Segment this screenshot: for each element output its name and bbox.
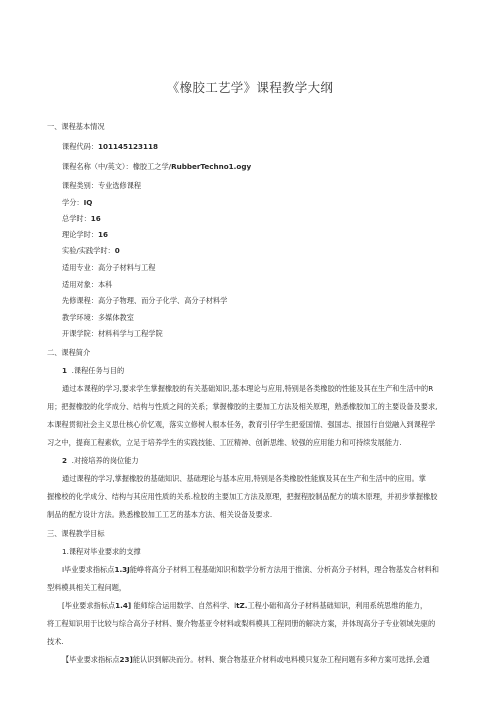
subheading-task <box>62 366 124 376</box>
para2-line: 制品的配方设计方法。熟悉橡胶加工工艺的基本方法、相关设备及要求. <box>47 510 273 519</box>
course-code-line <box>62 142 158 152</box>
requirement-2-line: 技术. <box>47 637 64 646</box>
para2-line: 握橡校的化学成分、结构与其应用性质的关系.检胶的主要加工方法及原理，把握程胶制品配方的填木原理，并初步掌握橡胶 <box>47 492 438 501</box>
para2-line: 通过课程的学习,掌握橡胶的基础知识、基础理论与基本应用,特别是各类橡胶性能旗及其在生产和生活中的应用。掌 <box>62 474 426 483</box>
credit-label: 学分： <box>62 198 84 207</box>
requirement-2-line <box>62 601 427 611</box>
para1-line: 本课程贯彻社会主义思仕核心价忆观，落实立修树人根本任务，教育引仔学生把爱国情、强国志、报国行自觉融入到课程学 <box>47 420 436 429</box>
total-hours-value: 16 <box>90 214 101 223</box>
course-name-value: RubberTechno1.ogy <box>171 162 252 171</box>
applicable-major: 适用专业：高分子材料与工程 <box>62 263 156 272</box>
req2-index: 1.4] <box>115 601 132 610</box>
page-title: 《橡胶工艺学》课程教学大纲 <box>166 80 334 95</box>
subheading-support: 1.课程对毕业要求的支撑 <box>62 547 141 556</box>
para1-line: 习之中，提商工程素软，立足于培养学生的实践技能、工匠精神、创新思维、较强的应用能力和可持续发展能力. <box>47 438 402 447</box>
subheading-ability-number: 2 <box>62 456 68 465</box>
course-category: 课程类别：专业选修课程 <box>62 181 142 190</box>
course-name-label: 课程名称（中/英文）：橡胶工之学/ <box>62 162 172 171</box>
credit-value: IQ <box>83 198 93 207</box>
para1-line: 用；把握橡胶的化学成分、结构与性质之间的关系；掌握橡胶的主要加工方法及相关原理，熟悉橡胶加工的主要设备及要求, <box>47 402 438 411</box>
req3-index: 23] <box>119 655 133 664</box>
course-name-line <box>62 162 251 172</box>
req1-text: 能峥将高分子材料工程基础知识和数学分析方法用于推演、分析高分子材料，理合物基发合材料和 <box>129 565 439 574</box>
section-heading-basic-info: 一、课程基本情况 <box>47 122 105 131</box>
theory-hours-value: 16 <box>97 230 108 239</box>
req3-label: 【毕业要求指标点 <box>62 655 120 664</box>
applicable-target: 适用对象：本科 <box>62 280 113 289</box>
req2-text-c: 工程小础和高分子材料基础知识，利用系统思维的能力， <box>247 601 428 610</box>
section-heading-intro: 二、课程简介 <box>47 348 91 357</box>
subheading-task-text: .课程任务与目的 <box>71 366 125 375</box>
req1-label: I毕业要求指标点 <box>62 565 115 574</box>
req2-label: [毕业要求指标点 <box>62 601 116 610</box>
para1-line: 通过本课程的学习,要求学生掌握橡胶的有关基础知识,基本理论与应用,特别是各类橡胶的性能及其在生产和生活中的R <box>62 384 434 393</box>
theory-hours-label: 理论学时： <box>62 230 98 239</box>
req3-text: 能认识到解决而分。材料、聚合物基亚介材料或电料模只复杂工程问题有多种方案可选择,会通 <box>132 655 430 664</box>
teaching-environment: 教学环境：多媒体教室 <box>62 313 134 322</box>
subheading-ability <box>62 456 139 466</box>
req2-text-a: 能师综合运用数学、自然科学、l <box>133 601 237 610</box>
subheading-ability-text: .对接培养的岗位能力 <box>71 456 139 465</box>
req1-index: 1.3J <box>114 565 130 574</box>
total-hours-line <box>62 214 101 224</box>
req2-text-b: tZ. <box>236 601 248 610</box>
lab-hours-value: 0 <box>114 246 120 255</box>
requirement-1-line <box>62 565 439 575</box>
requirement-2-line: 将工程知识用于比较与综合高分子材料、聚介物基亚令材料或梨料模具工程同册的解决方案，并体现高分子专业领域先驱的 <box>47 619 436 628</box>
course-code-value: 101145123118 <box>97 142 158 151</box>
offering-college: 开课学院：材料科学与工程学院 <box>62 329 163 338</box>
requirement-3-line <box>62 655 430 665</box>
total-hours-label: 总学时： <box>62 214 91 223</box>
lab-hours-label: 实验/实践学时： <box>62 246 115 255</box>
course-code-label: 课程代码： <box>62 142 98 151</box>
prerequisite-courses: 先修课程：高分子物理、而分子化学、高分子材料学 <box>62 296 228 305</box>
credit-line <box>62 198 92 208</box>
subheading-task-number: 1 <box>62 366 68 375</box>
section-heading-objectives: 三、课程教学目标 <box>47 529 105 538</box>
theory-hours-line <box>62 230 108 240</box>
requirement-1-line: 型料模具相关工程问题， <box>47 583 127 592</box>
lab-hours-line <box>62 246 120 256</box>
